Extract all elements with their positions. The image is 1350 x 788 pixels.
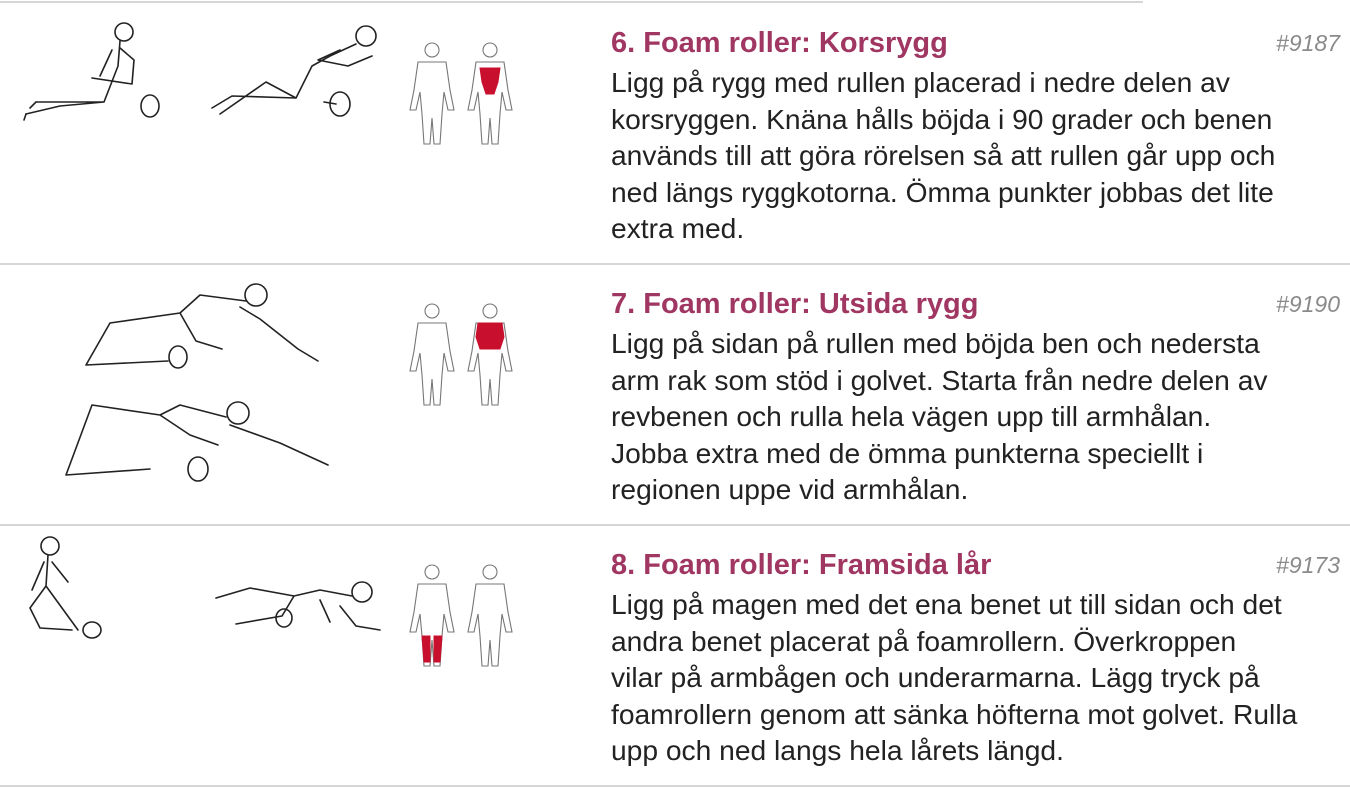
description-line: används till att göra rörelsen så att rullen går upp och — [611, 139, 1276, 171]
body-map-front — [410, 43, 454, 144]
exercise-code: #9173 — [1276, 552, 1340, 578]
person-side-lying-figure — [86, 284, 318, 368]
exercise-row — [0, 4, 1350, 262]
description-line: upp och ned langs hela lårets längd. — [611, 734, 1064, 766]
exercise-illustration — [0, 265, 560, 523]
exercise-code: #9190 — [1276, 291, 1340, 317]
description-line: korsryggen. Knäna hålls böjda i 90 grader och benen — [611, 102, 1273, 135]
body-map-front — [410, 304, 454, 405]
person-kneeling-figure — [30, 537, 101, 638]
highlight-front-thighs-left — [422, 636, 430, 662]
person-seated-figure — [24, 23, 159, 120]
exercise-illustration — [0, 4, 560, 262]
description-line: vilar på armbågen och underarmarna. Lägg tryck på — [611, 661, 1260, 693]
exercise-title: 6. Foam roller: Korsrygg — [611, 27, 948, 59]
description-line: andra benet placerat på foamrollern. Överkroppen — [611, 624, 1237, 657]
exercise-description — [611, 586, 1341, 769]
exercise-row — [0, 526, 1350, 784]
highlight-front-thighs-right — [434, 636, 442, 662]
description-line: revbenen och rulla hela vägen upp till armhålan. — [611, 400, 1212, 432]
body-map-back — [468, 565, 512, 666]
description-line: arm rak som stöd i golvet. Starta från nedre delen av — [611, 363, 1268, 396]
body-map-back — [468, 304, 512, 405]
description-line: Jobba extra med de ömma punkterna speciellt i — [611, 436, 1204, 469]
description-line: Ligg på sidan på rullen med böjda ben och nedersta — [611, 327, 1260, 359]
description-line: extra med. — [611, 212, 745, 244]
description-line: regionen uppe vid armhålan. — [611, 473, 969, 505]
exercise-code: #9187 — [1276, 30, 1340, 56]
person-reclined-figure — [212, 26, 376, 116]
person-prone-figure — [216, 582, 380, 630]
top-divider — [0, 1, 1143, 3]
exercise-illustration — [0, 526, 560, 784]
exercise-title: 8. Foam roller: Framsida lår — [611, 549, 992, 581]
description-line: foamrollern genom att sänka höfterna mot golvet. Rulla — [611, 697, 1298, 730]
exercise-title: 7. Foam roller: Utsida rygg — [611, 288, 979, 320]
row-divider — [0, 785, 1350, 787]
highlight-upper-back — [476, 323, 504, 349]
description-line: Ligg på rygg med rullen placerad i nedre delen av — [611, 66, 1230, 98]
body-map-front — [410, 565, 454, 666]
description-line: Ligg på magen med det ena benet ut till sidan och det — [611, 588, 1282, 620]
person-side-lying-figure-2 — [66, 402, 328, 481]
body-map-back — [468, 43, 512, 144]
exercise-row — [0, 265, 1350, 523]
exercise-description — [611, 64, 1341, 247]
exercise-description — [611, 325, 1341, 508]
description-line: ned längs ryggkotorna. Ömma punkter jobbas det lite — [611, 175, 1274, 208]
